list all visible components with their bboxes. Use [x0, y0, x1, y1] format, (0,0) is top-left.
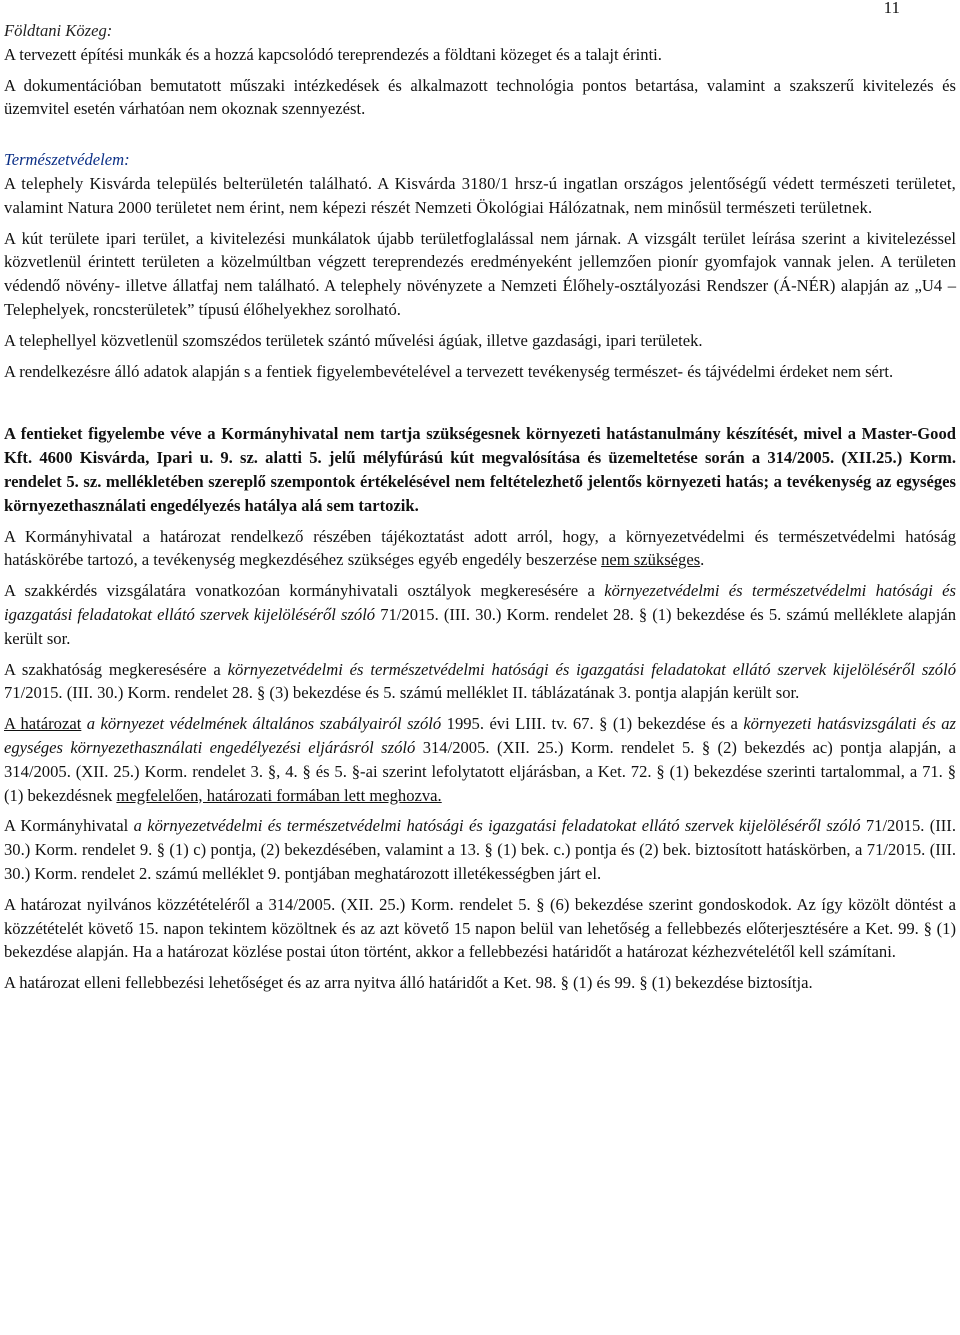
nature-paragraph-2: A kút területe ipari terület, a kivitelezési munkálatok újabb területfoglalással nem járnak. A vizsgált terület leírása szerint a kivitelezéssel közvetlenül érintett területen a közelmúltban végzett tereprendezés eredményeként jellemzően pionír gyomfajok vannak jelen. A területen védendő növény- illetve állatfaj nem található. A telephely növényzete a Nemzeti Élőhely-osztályozási Rendszer (Á-NÉR) alapján az „U4 – Telephelyek, roncsterületek” típusú élőhelyekhez sorolható. [4, 228, 956, 319]
decision-italic-2: környezeti hatásvizsgálati és az egységes környezethasználati engedélyezési eljárásról szóló [4, 714, 956, 757]
nature-heading-text: Természetvédelem: [4, 150, 130, 170]
decision-underlined-end: megfelelően, határozati formában lett meghozva. [116, 785, 442, 805]
info-paragraph [4, 525, 956, 573]
competence-paragraph [4, 814, 956, 885]
publication-paragraph: A határozat nyilvános közzétételéről a 314/2005. (XII. 25.) Korm. rendelet 5. § (6) bekezdése szerint gondoskodok. Az így közölt döntést a közzétételét követő 15. napon tekintem közöltnek és az azt követő 15 napon belül van lehetőség a fellebbezés előterjesztésére a Ket. 99. § (1) bekezdése alapján. Ha a határozat közlése postai úton történt, akkor a fellebbezési határidőt a határozat kézhezvételétől kell számítani. [4, 894, 956, 962]
geology-heading-text: Földtani Közeg: [4, 21, 113, 40]
appeal-paragraph: A határozat elleni fellebbezési lehetőséget és az arra nyitva álló határidőt a Ket. 98. § (1) és 99. § (1) bekezdése biztosítja. [4, 973, 813, 993]
expert-text-a: A szakkérdés vizsgálatára vonatkozóan kormányhivatali osztályok megkeresésére a [4, 581, 605, 601]
decision-text-f: 314/2005. (XII. 25.) Korm. rendelet 5. § (2) bekezdés ac) pontja alapján, a 314/2005. (XII. 25.) Korm. rendelet 3. §, 4. § és 5. §-ai szerint lefolytatott eljárásban, a Ket. 72. § (1) bekezdése szerinti tartalommal, a 71. § (1) bekezdésnek [4, 737, 956, 805]
page-number: 11 [883, 0, 900, 17]
competence-italic: a környezetvédelmi és természetvédelmi hatósági és igazgatási feladatokat ellátó szervek kijelöléséről szóló [133, 816, 861, 836]
nature-heading [4, 148, 956, 172]
competence-text-a: A Kormányhivatal [4, 816, 134, 836]
expert-italic: környezetvédelmi és természetvédelmi hatósági és igazgatási feladatokat ellátó szervek kijelöléséről szóló [4, 581, 956, 624]
geology-paragraph-2: A dokumentációban bemutatott műszaki intézkedések és alkalmazott technológia pontos betartása, valamint a szakszerű kivitelezés és üzemvitel esetén várhatóan nem okoznak szennyezést. [4, 75, 956, 119]
expert-text-c: 71/2015. (III. 30.) Korm. rendelet 28. § (1) bekezdése és 5. számú melléklete alapján került sor. [4, 604, 956, 648]
competence-text-c: 71/2015. (III. 30.) Korm. rendelet 9. § (1) c) pontja, (2) bekezdésében, valamint a 13. § (1) bek. c.) pontja és (2) bek. biztosított hatáskörben, a 71/2015. (III. 30.) Korm. rendelet 2. számú melléklet 9. pontjában meghatározott illetékességben járt el. [4, 816, 956, 883]
nature-paragraph-1: A telephely Kisvárda település belterületén található. A Kisvárda 3180/1 hrsz-ú ingatlan országos jelentőségű védett természeti területet, valamint Natura 2000 területet nem érint, nem képezi részét Nemzeti Ökológiai Hálózatnak, nem minősül természeti területnek. [4, 173, 956, 217]
geology-paragraph-1: A tervezett építési munkák és a hozzá kapcsolódó tereprendezés a földtani közeget és a talajt érinti. [4, 44, 662, 64]
authority-text-c: 71/2015. (III. 30.) Korm. rendelet 28. § (3) bekezdése és 5. számú melléklet II. táblázatának 3. pontja alapján került sor. [4, 683, 800, 703]
nature-paragraph-4: A rendelkezésre álló adatok alapján s a fentiek figyelembevételével a tervezett tevékenység természet- és tájvédelmi érdeket nem sért. [4, 361, 894, 381]
decision-italic-1: a környezet védelmének általános szabályairól szóló [86, 714, 442, 734]
authority-italic: környezetvédelmi és természetvédelmi hatósági és igazgatási feladatokat ellátó szervek kijelöléséről szóló [227, 659, 957, 679]
authority-text-a: A szakhatóság megkeresésére a [4, 659, 228, 679]
decision-underlined: A határozat [4, 714, 82, 734]
decision-paragraph [4, 712, 956, 807]
conclusion-paragraph: A fentieket figyelembe véve a Kormányhivatal nem tartja szükségesnek környezeti hatástanulmány készítését, mivel a Master-Good Kft. 4600 Kisvárda, Ipari u. 9. sz. alatti 5. jelű mélyfúrású kút megvalósítása és üzemeltetése során a 314/2005. (XII.25.) Korm. rendelet 5. sz. mellékletében szereplő szempontok értékelésével nem feltételezhető jelentős környezeti hatás; a tevékenység az egységes környezethasználati engedélyezés hatálya alá sem tartozik. [4, 424, 956, 515]
document-body [4, 19, 956, 1002]
expert-paragraph [4, 579, 956, 650]
decision-text-d: 1995. évi LIII. tv. 67. § (1) bekezdése és a [441, 714, 744, 734]
geology-heading [4, 19, 956, 43]
info-end: . [700, 550, 705, 570]
info-text: A Kormányhivatal a határozat rendelkező részében tájékoztatást adott arról, hogy, a környezetvédelmi és természetvédelmi hatóság hatáskörébe tartozó, a tevékenység megkezdéséhez szükséges egyéb engedély beszerzése [4, 526, 956, 570]
info-underlined: nem szükséges [601, 550, 701, 570]
authority-paragraph [4, 658, 956, 706]
nature-paragraph-3: A telephellyel közvetlenül szomszédos területek szántó művelési ágúak, illetve gazdasági, ipari területek. [4, 330, 703, 350]
